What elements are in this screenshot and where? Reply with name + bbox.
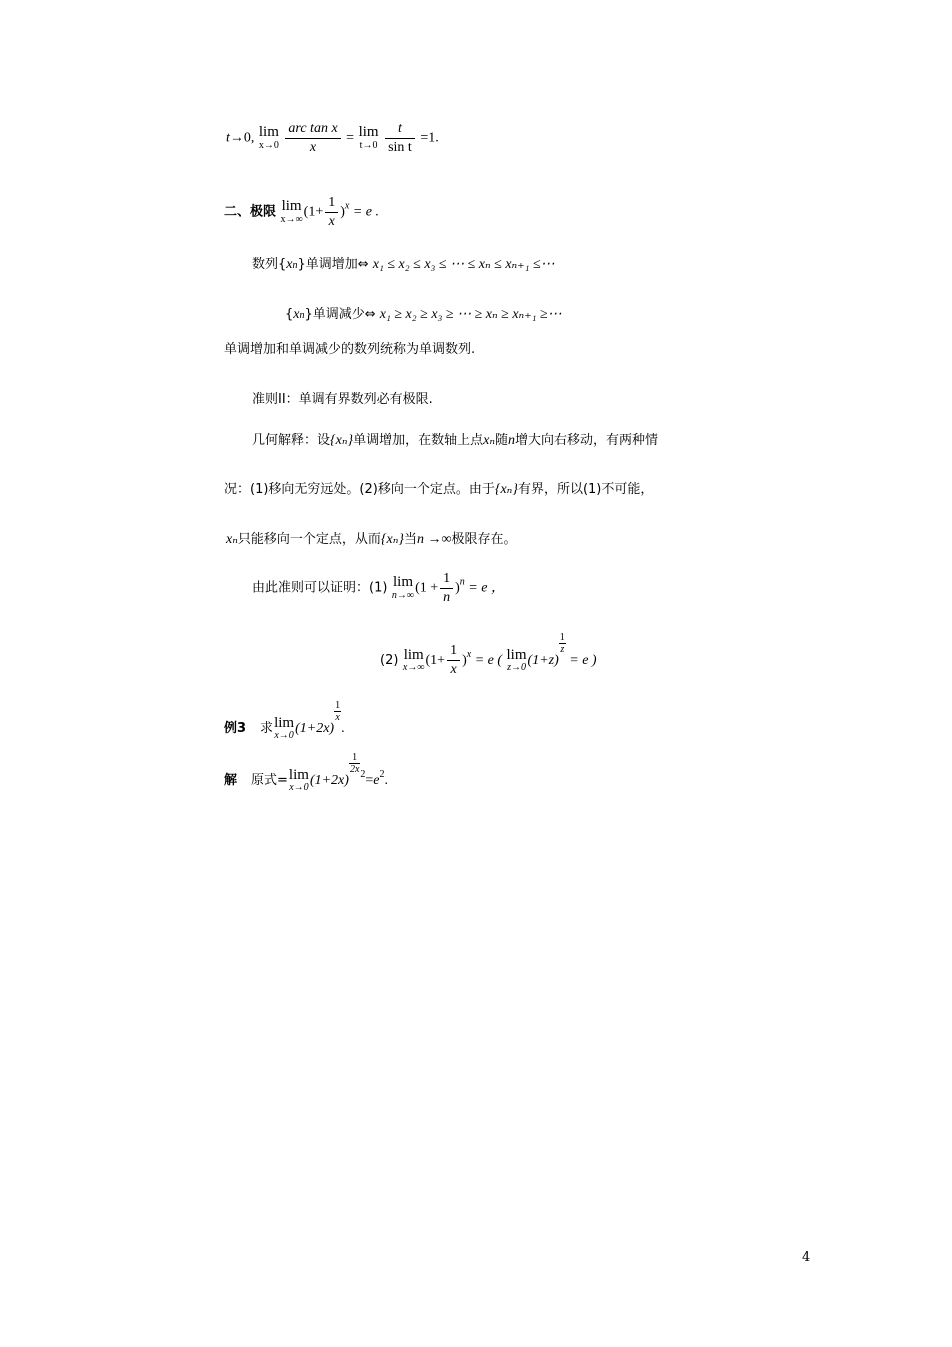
lim-operator: lim n→∞ (391, 574, 415, 602)
exponent-fraction: $\frac{1}{x}$ (335, 700, 341, 723)
section-heading-limit: 二、极限 lim x→∞ (1+ $\frac{1}{x}$ )$^x$ = e . (224, 195, 380, 229)
lim-operator: lim x→∞ (280, 198, 303, 226)
page-number: 4 (802, 1250, 811, 1265)
formula-arctan-limit: t→0, lim x→0 $\frac{\text{arc tan x}}{x}$ = lim t→0 $\frac{t}{\text{sin t}}$ =1. (226, 121, 439, 155)
lim-operator: lim x→∞ (402, 646, 425, 674)
geometric-explanation-line3: xₙ只能移向一个定点，从而{xₙ}当n →∞极限存在。 (226, 532, 517, 547)
definition-monotone-decreasing: {xn}单调减少⇔ x₁ ≥ x₂ ≥ x₃ ≥ ⋯ ≥ xₙ ≥ xₙ₊₁ ≥⋯ (285, 307, 562, 322)
exponent-fraction: $\frac{1}{z}$ (559, 632, 565, 655)
summary-text: 单调增加和单调减少的数列统称为单调数列. (224, 342, 476, 357)
lim-operator: lim x→0 (274, 714, 295, 742)
fraction: $\frac{1}{x}$ (447, 642, 460, 679)
fraction: $\frac{1}{n}$ (440, 570, 453, 607)
fraction: $\frac{1}{x}$ (325, 194, 338, 231)
fraction: $\frac{t}{\text{sin t}}$ (385, 120, 415, 157)
example-3: 例3 求 lim x→0 (1+2x) $\frac{1}{x}$ . (224, 700, 345, 742)
lim-operator: lim t→0 (358, 124, 379, 152)
solution: 解 原式= lim x→0 (1+2x) $\frac{1}{2x}$ $^2=e^2$. (224, 752, 389, 794)
lim-operator: lim z→0 (506, 646, 527, 674)
rule-2-text: 准则II：单调有界数列必有极限. (252, 392, 433, 407)
lim-operator: lim x→0 (288, 766, 309, 794)
lim-operator: lim x→0 (258, 124, 279, 152)
geometric-explanation-line1: 几何解释：设{xₙ}单调增加，在数轴上点xₙ随n增大向右移动，有两种情 (252, 433, 659, 448)
definition-monotone-increasing: 数列{xn}单调增加⇔ x₁ ≤ x₂ ≤ x₃ ≤ ⋯ ≤ xₙ ≤ xₙ₊₁ ≤⋯ (252, 257, 555, 272)
proof-formula-2: (2) lim x→∞ (1+ $\frac{1}{x}$ )$^x$ = e ( lim z→0 (1+z) $\frac{1}{z}$ = e ) (380, 632, 597, 678)
proof-formula-1: 由此准则可以证明：(1) lim n→∞ (1 + $\frac{1}{n}$ )$^n$ = e ， (252, 571, 505, 605)
fraction: $\frac{\text{arc tan x}}{x}$ (285, 120, 340, 157)
geometric-explanation-line2: 况：(1)移向无穷远处。(2)移向一个定点。由于{xₙ}有界，所以(1)不可能， (224, 482, 654, 497)
exponent-fraction: $\frac{1}{2x}$ (349, 752, 360, 775)
